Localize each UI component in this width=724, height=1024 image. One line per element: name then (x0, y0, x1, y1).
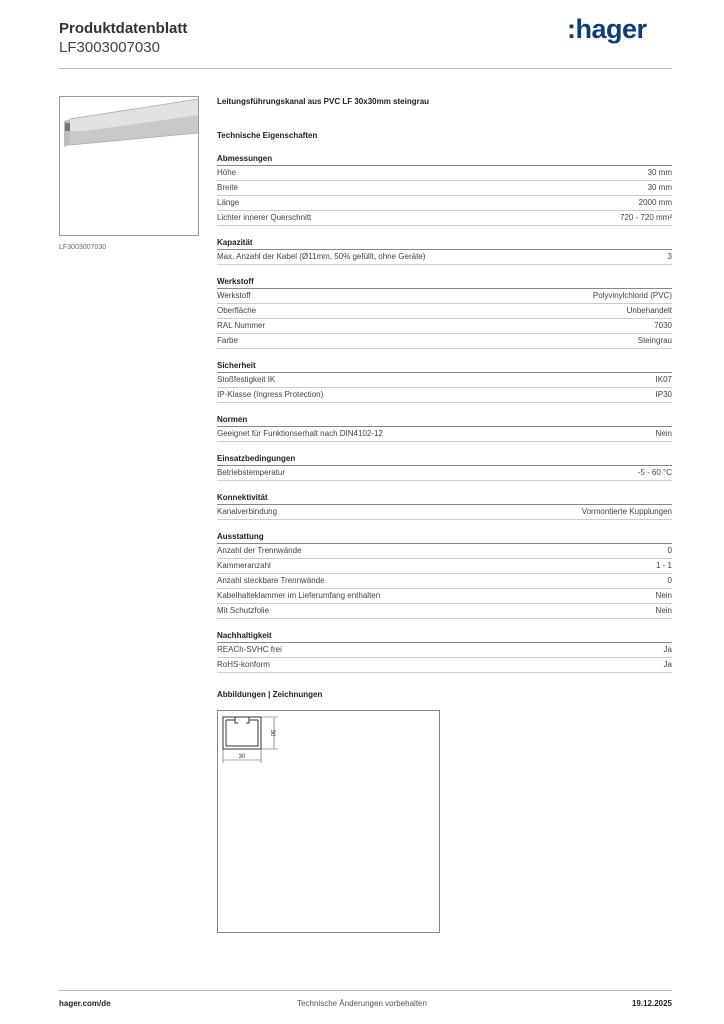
spec-label: Länge (217, 198, 240, 207)
article-number: LF3003007030 (59, 39, 160, 56)
footer-notice: Technische Änderungen vorbehalten (297, 999, 427, 1008)
spec-row (217, 388, 672, 403)
spec-label: Lichter innerer Querschnitt (217, 213, 312, 222)
spec-value: Vormontierte Kupplungen (581, 507, 672, 516)
spec-group-title: Abmessungen (217, 153, 672, 166)
spec-row (217, 181, 672, 196)
spec-row (217, 250, 672, 265)
spec-value: 1 - 1 (655, 561, 672, 570)
product-image (59, 96, 199, 236)
spec-value: Ja (663, 645, 672, 654)
spec-value: Nein (655, 591, 672, 600)
spec-value: 0 (667, 546, 672, 555)
spec-label: RoHS-konform (217, 660, 270, 669)
spec-value: 0 (667, 576, 672, 585)
footer-date: 19.12.2025 (631, 999, 672, 1008)
spec-value: -5 - 60 °C (637, 468, 672, 477)
spec-row (217, 373, 672, 388)
spec-row (217, 334, 672, 349)
spec-group-title: Normen (217, 414, 672, 427)
spec-label: Betriebstemperatur (217, 468, 286, 477)
spec-value: 7030 (654, 321, 672, 330)
spec-label: Werkstoff (217, 291, 251, 300)
spec-label: REACh-SVHC frei (217, 645, 282, 654)
spec-group (217, 531, 672, 619)
spec-value: 30 mm (647, 168, 672, 177)
spec-label: Farbe (217, 336, 238, 345)
spec-group (217, 237, 672, 265)
spec-group-title: Konnektivität (217, 492, 672, 505)
spec-value: 2000 mm (638, 198, 672, 207)
spec-row (217, 196, 672, 211)
product-description: Leitungsführungskanal aus PVC LF 30x30mm steingrau (217, 97, 430, 106)
spec-label: IP-Klasse (Ingress Protection) (217, 390, 324, 399)
spec-row (217, 304, 672, 319)
spec-label: Breite (217, 183, 238, 192)
spec-group (217, 360, 672, 403)
drawings-title: Abbildungen | Zeichnungen (217, 690, 323, 699)
spec-row (217, 589, 672, 604)
spec-row (217, 658, 672, 673)
spec-label: Kanalverbindung (217, 507, 278, 516)
dim-height-label: 30 (269, 729, 275, 737)
spec-row (217, 319, 672, 334)
spec-label: Stoßfestigkeit IK (217, 375, 276, 384)
hager-logo: :hager (567, 14, 647, 44)
spec-value: 3 (667, 252, 672, 261)
image-caption: LF3003007030 (59, 244, 107, 251)
footer-divider (59, 990, 672, 991)
spec-row (217, 466, 672, 481)
spec-value: Nein (655, 429, 672, 438)
spec-label: Max. Anzahl der Kabel (Ø11mm, 50% gefüllt, ohne Geräte) (217, 252, 426, 261)
spec-row (217, 211, 672, 226)
spec-group (217, 630, 672, 673)
spec-group (217, 492, 672, 520)
spec-row (217, 166, 672, 181)
spec-label: Mit Schutzfolie (217, 606, 270, 615)
spec-value: IK07 (655, 375, 672, 384)
section-title: Technische Eigenschaften (217, 131, 318, 140)
page-title: Produktdatenblatt (59, 20, 188, 37)
spec-row (217, 574, 672, 589)
spec-value: Steingrau (637, 336, 672, 345)
spec-row (217, 289, 672, 304)
spec-label: Geeignet für Funktionserhalt nach DIN4102-12 (217, 429, 383, 438)
footer-website: hager.com/de (59, 999, 111, 1008)
spec-label: Anzahl der Trennwände (217, 546, 302, 555)
spec-label: RAL Nummer (217, 321, 266, 330)
product-specifications (217, 96, 672, 673)
spec-group-title: Werkstoff (217, 276, 672, 289)
spec-value: Unbehandelt (626, 306, 672, 315)
spec-group-title: Einsatzbedingungen (217, 453, 672, 466)
spec-row (217, 643, 672, 658)
spec-group (217, 453, 672, 481)
spec-value: IP30 (655, 390, 672, 399)
spec-row (217, 559, 672, 574)
technical-drawing (217, 710, 440, 933)
spec-label: Anzahl steckbare Trennwände (217, 576, 325, 585)
spec-row (217, 604, 672, 619)
spec-group-title: Nachhaltigkeit (217, 630, 672, 643)
spec-row (217, 505, 672, 520)
spec-label: Kammeranzahl (217, 561, 271, 570)
spec-groups (217, 153, 672, 673)
spec-group-title: Ausstattung (217, 531, 672, 544)
spec-value: Ja (663, 660, 672, 669)
spec-value: Polyvinylchlorid (PVC) (592, 291, 672, 300)
spec-value: Nein (655, 606, 672, 615)
spec-group (217, 276, 672, 349)
spec-label: Kabelhalteklammer im Lieferumfang enthalten (217, 591, 381, 600)
spec-value: 720 - 720 mm² (619, 213, 672, 222)
spec-label: Oberfläche (217, 306, 257, 315)
spec-group (217, 153, 672, 226)
spec-row (217, 427, 672, 442)
spec-group-title: Sicherheit (217, 360, 672, 373)
spec-value: 30 mm (647, 183, 672, 192)
dim-width-label: 30 (238, 754, 246, 760)
spec-group (217, 414, 672, 442)
spec-label: Höhe (217, 168, 237, 177)
header-divider (59, 68, 672, 69)
spec-row (217, 544, 672, 559)
spec-group-title: Kapazität (217, 237, 672, 250)
